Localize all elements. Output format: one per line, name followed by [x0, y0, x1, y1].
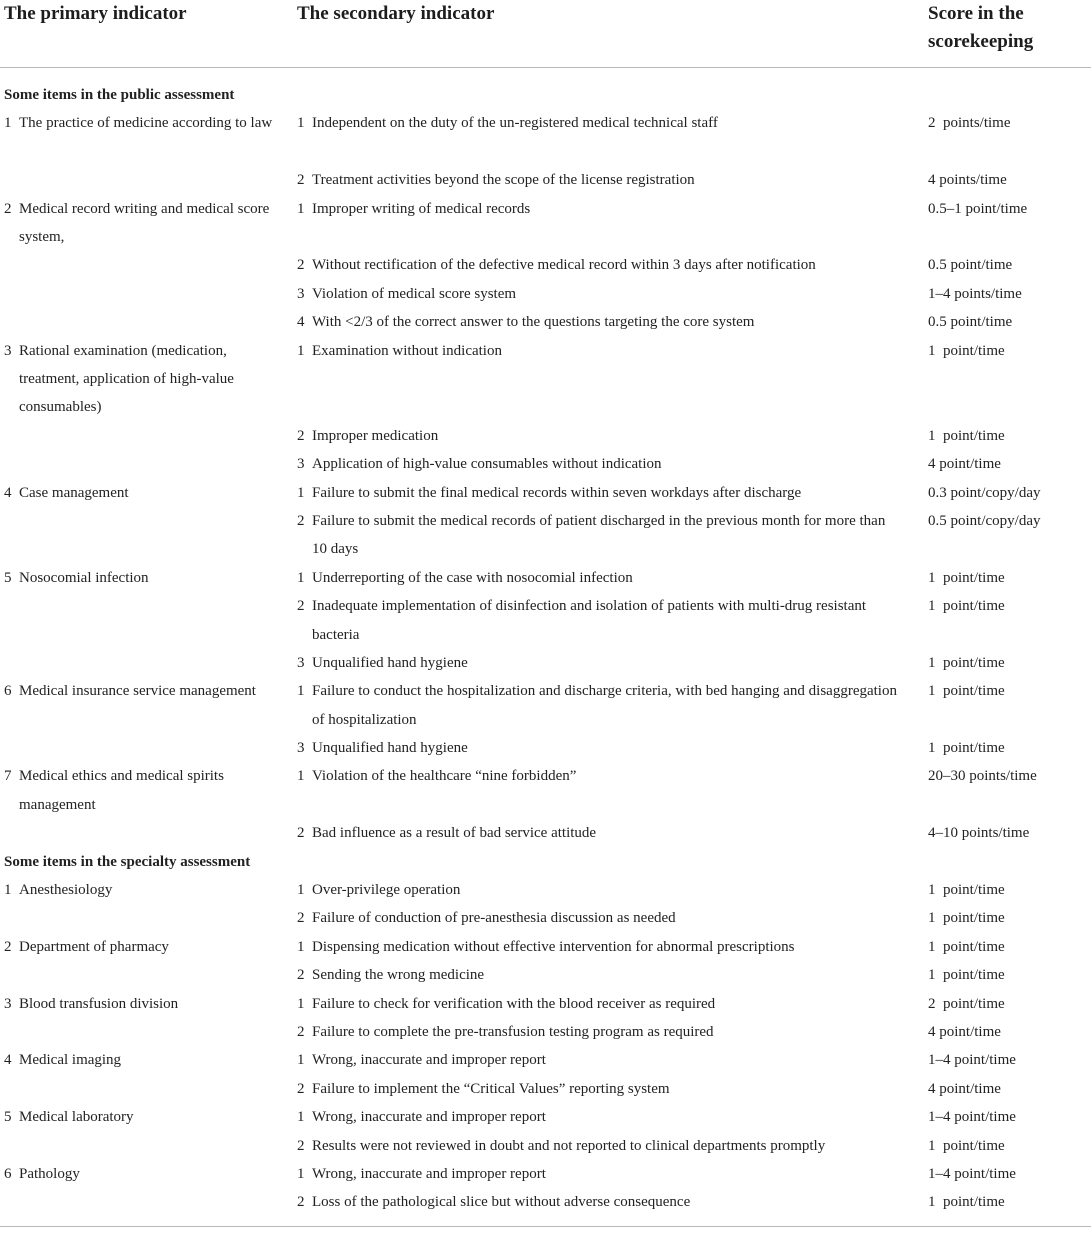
section-heading: Some items in the public assessment — [4, 87, 235, 103]
secondary-indicator-cell — [297, 564, 897, 592]
primary-text: Rational examination (medication, treatment, application of high-value consumables) — [19, 342, 234, 416]
secondary-text: Without rectification of the defective medical record within 3 days after notification — [312, 257, 816, 274]
header-primary-indicator: The primary indicator — [4, 3, 187, 24]
table-row — [0, 734, 1091, 762]
score-cell: 0.3 point/copy/day — [928, 484, 1041, 501]
secondary-indicator-cell — [297, 819, 897, 847]
secondary-indicator-cell — [297, 450, 897, 478]
score-cell: 1 point/time — [928, 967, 1005, 984]
primary-text: The practice of medicine according to law — [19, 115, 273, 132]
score-cell: 0.5–1 point/time — [928, 200, 1028, 217]
secondary-indicator-cell — [297, 422, 897, 450]
secondary-text: Failure to complete the pre-transfusion testing program as required — [312, 1024, 714, 1040]
secondary-number: 2 — [297, 427, 305, 444]
secondary-text: Unqualified hand hygiene — [312, 740, 468, 757]
primary-indicator-cell — [4, 109, 274, 137]
secondary-indicator-cell — [297, 507, 897, 564]
table-row — [0, 422, 1091, 450]
primary-text: Anesthesiology — [19, 882, 113, 899]
score-cell: 1 point/time — [928, 427, 1005, 444]
score-cell: 0.5 point/time — [928, 314, 1013, 331]
secondary-text: Failure to implement the “Critical Values” reporting system — [312, 1080, 670, 1097]
secondary-indicator-cell — [297, 251, 897, 279]
primary-text: Medical record writing and medical score system, — [19, 200, 270, 245]
secondary-indicator-cell — [297, 933, 897, 961]
primary-indicator-cell — [4, 195, 274, 252]
secondary-text: Failure to submit the final medical records within seven workdays after discharge — [312, 484, 802, 501]
score-cell: 1 point/time — [928, 654, 1005, 671]
secondary-text: Underreporting of the case with nosocomial infection — [312, 569, 633, 586]
primary-indicator-cell — [4, 933, 274, 961]
secondary-text: Failure of conduction of pre-anesthesia discussion as needed — [312, 910, 676, 927]
secondary-number: 1 — [297, 938, 305, 955]
primary-indicator-cell — [4, 677, 274, 705]
score-cell: 1 point/time — [928, 882, 1005, 899]
primary-indicator-cell — [4, 990, 274, 1018]
secondary-indicator-cell — [297, 1160, 897, 1188]
secondary-text: Results were not reviewed in doubt and not reported to clinical departments promptly — [312, 1137, 826, 1154]
table-row — [0, 961, 1091, 989]
secondary-indicator-cell — [297, 280, 897, 308]
score-cell: 1–4 point/time — [928, 1165, 1016, 1182]
score-cell: 1 point/time — [928, 1137, 1005, 1154]
primary-number: 3 — [4, 995, 12, 1012]
secondary-indicator-cell — [297, 308, 897, 336]
table-row — [0, 876, 1091, 904]
secondary-indicator-cell — [297, 762, 897, 790]
secondary-text: With <2/3 of the correct answer to the questions targeting the core system — [312, 314, 755, 331]
score-cell: 2 points/time — [928, 115, 1011, 132]
primary-indicator-cell — [4, 1160, 274, 1188]
secondary-text: Unqualified hand hygiene — [312, 654, 468, 671]
score-cell: 1–4 point/time — [928, 1109, 1016, 1126]
secondary-indicator-cell — [297, 1018, 897, 1046]
score-cell: 0.5 point/time — [928, 257, 1013, 274]
secondary-number: 2 — [297, 1194, 305, 1211]
secondary-number: 2 — [297, 172, 305, 189]
secondary-indicator-cell — [297, 876, 897, 904]
primary-number: 2 — [4, 200, 12, 217]
secondary-indicator-cell — [297, 592, 897, 649]
secondary-number: 4 — [297, 314, 305, 331]
table-row — [0, 251, 1091, 279]
score-cell: 1 point/time — [928, 938, 1005, 955]
secondary-text: Independent on the duty of the un-registered medical technical staff — [312, 115, 718, 132]
secondary-text: Inadequate implementation of disinfection and isolation of patients with multi-drug resistant bacteria — [312, 598, 867, 643]
primary-text: Department of pharmacy — [19, 938, 169, 955]
table-row — [0, 677, 1091, 734]
table-row — [0, 762, 1091, 819]
primary-text: Case management — [19, 484, 129, 501]
table-bottom-rule — [0, 1226, 1091, 1227]
score-cell: 4 point/time — [928, 1024, 1001, 1040]
secondary-number: 1 — [297, 569, 305, 586]
primary-number: 5 — [4, 1109, 12, 1126]
secondary-number: 1 — [297, 115, 305, 132]
primary-number: 4 — [4, 484, 12, 501]
secondary-text: Application of high-value consumables without indication — [312, 456, 662, 473]
secondary-number: 1 — [297, 1109, 305, 1126]
table-row — [0, 1018, 1091, 1046]
secondary-indicator-cell — [297, 1103, 897, 1131]
table-row — [0, 1160, 1091, 1188]
secondary-number: 1 — [297, 342, 305, 359]
secondary-number: 1 — [297, 882, 305, 899]
secondary-text: Wrong, inaccurate and improper report — [312, 1052, 546, 1069]
secondary-text: Violation of medical score system — [312, 285, 517, 302]
secondary-number: 2 — [297, 257, 305, 274]
score-cell: 1 point/time — [928, 1194, 1005, 1211]
table-row — [0, 1188, 1091, 1216]
score-cell: 4–10 points/time — [928, 825, 1030, 842]
table-row — [0, 337, 1091, 422]
score-cell: 2 point/time — [928, 995, 1005, 1012]
table-row — [0, 564, 1091, 592]
secondary-number: 2 — [297, 598, 305, 615]
table-row — [0, 1103, 1091, 1131]
secondary-indicator-cell — [297, 1188, 897, 1216]
secondary-text: Wrong, inaccurate and improper report — [312, 1165, 546, 1182]
secondary-number: 1 — [297, 768, 305, 785]
score-cell: 4 point/time — [928, 1080, 1001, 1097]
secondary-text: Improper writing of medical records — [312, 200, 531, 217]
secondary-indicator-cell — [297, 1075, 897, 1103]
secondary-indicator-cell — [297, 961, 897, 989]
primary-text: Pathology — [19, 1165, 80, 1182]
primary-indicator-cell — [4, 762, 274, 819]
secondary-number: 1 — [297, 1165, 305, 1182]
score-cell: 4 point/time — [928, 456, 1001, 473]
primary-number: 4 — [4, 1052, 12, 1069]
secondary-number: 1 — [297, 200, 305, 217]
table-row — [0, 649, 1091, 677]
secondary-number: 2 — [297, 825, 305, 842]
secondary-text: Dispensing medication without effective intervention for abnormal prescriptions — [312, 938, 795, 955]
section-heading: Some items in the specialty assessment — [4, 853, 251, 870]
secondary-number: 1 — [297, 683, 305, 700]
secondary-number: 1 — [297, 484, 305, 501]
primary-indicator-cell — [4, 564, 274, 592]
secondary-text: Failure to conduct the hospitalization and discharge criteria, with bed hanging and disaggregation of hospitalization — [312, 683, 897, 728]
secondary-text: Violation of the healthcare “nine forbidden” — [312, 768, 577, 785]
secondary-text: Failure to submit the medical records of patient discharged in the previous month for more than 10 days — [312, 512, 886, 558]
score-cell: 1–4 point/time — [928, 1052, 1016, 1069]
secondary-indicator-cell — [297, 337, 897, 365]
table-row — [0, 904, 1091, 932]
secondary-text: Wrong, inaccurate and improper report — [312, 1109, 546, 1126]
primary-indicator-cell — [4, 1046, 274, 1074]
score-cell: 20–30 points/time — [928, 768, 1037, 785]
secondary-indicator-cell — [297, 649, 897, 677]
secondary-text: Examination without indication — [312, 342, 502, 359]
score-cell: 1 point/time — [928, 342, 1005, 359]
primary-number: 1 — [4, 882, 12, 899]
table-row — [0, 990, 1091, 1018]
secondary-number: 3 — [297, 285, 305, 302]
secondary-number: 3 — [297, 740, 305, 757]
score-cell: 1 point/time — [928, 910, 1005, 927]
table-row — [0, 450, 1091, 478]
primary-number: 3 — [4, 342, 12, 359]
secondary-number: 3 — [297, 654, 305, 671]
table-row — [0, 1132, 1091, 1160]
primary-number: 6 — [4, 683, 12, 700]
primary-number: 2 — [4, 938, 12, 955]
secondary-text: Bad influence as a result of bad service attitude — [312, 825, 597, 842]
secondary-number: 3 — [297, 456, 305, 473]
secondary-indicator-cell — [297, 1132, 897, 1160]
table-row — [0, 592, 1091, 649]
secondary-indicator-cell — [297, 734, 897, 762]
table-row — [0, 195, 1091, 252]
secondary-number: 2 — [297, 910, 305, 927]
score-cell: 1–4 points/time — [928, 285, 1022, 302]
primary-number: 7 — [4, 768, 12, 785]
secondary-text: Failure to check for verification with the blood receiver as required — [312, 995, 716, 1012]
secondary-text: Loss of the pathological slice but without adverse consequence — [312, 1194, 691, 1211]
secondary-number: 2 — [297, 512, 305, 529]
primary-text: Medical imaging — [19, 1052, 122, 1069]
secondary-number: 2 — [297, 1080, 305, 1097]
table-row — [0, 308, 1091, 336]
secondary-number: 1 — [297, 1052, 305, 1069]
primary-text: Nosocomial infection — [19, 569, 149, 586]
primary-indicator-cell — [4, 479, 274, 507]
primary-text: Medical insurance service management — [19, 683, 256, 700]
table-row — [0, 479, 1091, 507]
primary-indicator-cell — [4, 876, 274, 904]
header-score: Score in the scorekeeping — [928, 3, 1034, 52]
primary-number: 5 — [4, 569, 12, 586]
score-cell: 4 points/time — [928, 172, 1007, 189]
table-row — [0, 166, 1091, 194]
score-cell: 1 point/time — [928, 740, 1005, 757]
table-row — [0, 933, 1091, 961]
secondary-text: Treatment activities beyond the scope of the license registration — [312, 172, 695, 189]
secondary-number: 2 — [297, 1024, 305, 1040]
primary-indicator-cell — [4, 337, 274, 422]
table-body — [0, 68, 1091, 1217]
score-cell: 1 point/time — [928, 598, 1005, 615]
secondary-text: Over-privilege operation — [312, 882, 461, 899]
table-row — [0, 507, 1091, 564]
secondary-indicator-cell — [297, 479, 897, 507]
table-row — [0, 280, 1091, 308]
primary-number: 6 — [4, 1165, 12, 1182]
score-cell: 0.5 point/copy/day — [928, 512, 1041, 529]
primary-text: Medical laboratory — [19, 1109, 134, 1126]
secondary-text: Improper medication — [312, 427, 439, 444]
secondary-text: Sending the wrong medicine — [312, 967, 485, 984]
secondary-number: 2 — [297, 1137, 305, 1154]
secondary-number: 2 — [297, 967, 305, 984]
secondary-indicator-cell — [297, 109, 897, 137]
secondary-indicator-cell — [297, 904, 897, 932]
secondary-indicator-cell — [297, 195, 897, 223]
secondary-indicator-cell — [297, 677, 897, 734]
primary-number: 1 — [4, 115, 12, 132]
primary-indicator-cell — [4, 1103, 274, 1131]
header-secondary-indicator: The secondary indicator — [297, 3, 495, 24]
table-header — [0, 0, 1091, 68]
score-cell: 1 point/time — [928, 569, 1005, 586]
table-row — [0, 1075, 1091, 1103]
score-cell: 1 point/time — [928, 683, 1005, 700]
table-row — [0, 109, 1091, 166]
table-row — [0, 819, 1091, 847]
secondary-indicator-cell — [297, 166, 897, 194]
primary-text: Blood transfusion division — [19, 995, 179, 1012]
secondary-indicator-cell — [297, 1046, 897, 1074]
table-row — [0, 1046, 1091, 1074]
secondary-number: 1 — [297, 995, 305, 1012]
primary-text: Medical ethics and medical spirits management — [19, 768, 224, 813]
secondary-indicator-cell — [297, 990, 897, 1018]
